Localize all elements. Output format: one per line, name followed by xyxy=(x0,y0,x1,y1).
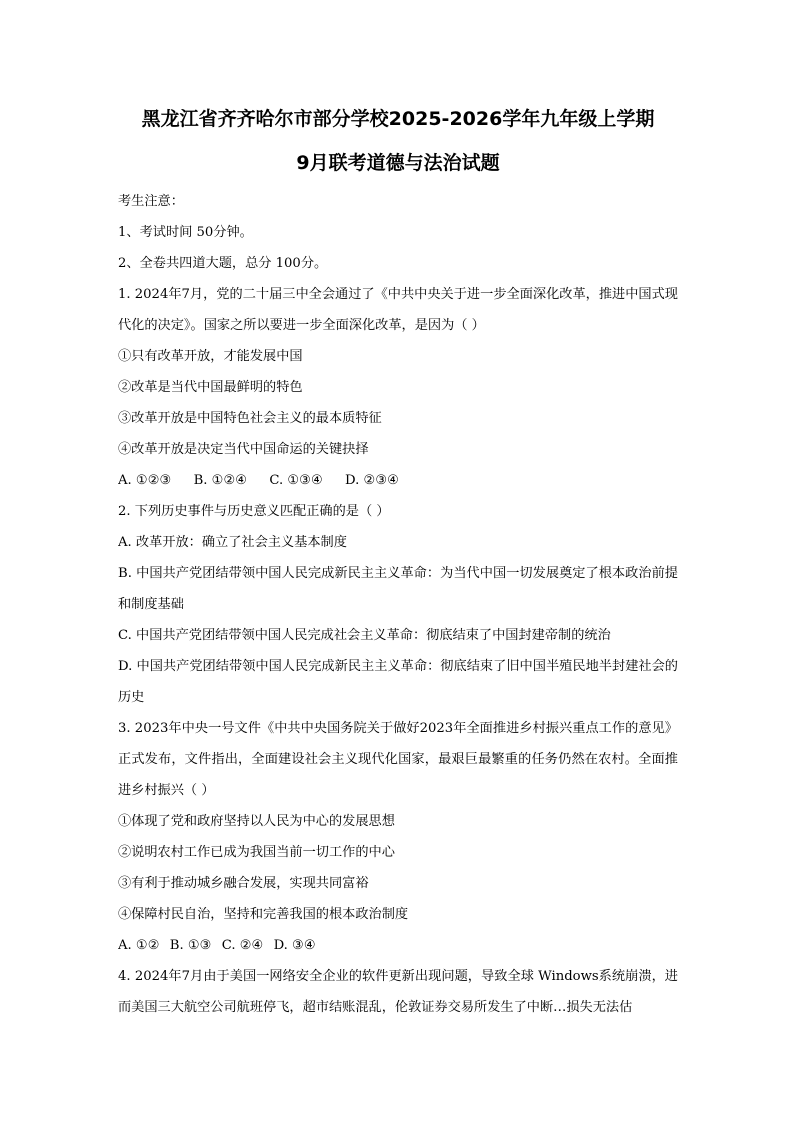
q3-option-a: A. ①② xyxy=(118,938,160,953)
q1-option-a: A. ①②③ xyxy=(118,473,172,488)
q3-options xyxy=(118,930,678,961)
q2-option-c: C. 中国共产党团结带领中国人民完成社会主义革命：彻底结束了中国封建帝制的统治 xyxy=(118,628,611,643)
notice-heading: 考生注意： xyxy=(118,194,184,209)
q1-option-d: D. ②③④ xyxy=(345,473,399,488)
document-body xyxy=(118,100,678,1023)
question-3-stem: 3. 2023年中央一号文件《中共中央国务院关于做好2023年全面推进乡村振兴重点工作的意见》正式发布，文件指出，全面建设社会主义现代化国家，最艰巨最繁重的任务仍然在农村。全面推进乡村振兴（ ） xyxy=(118,721,678,798)
q1-option-b: B. ①②④ xyxy=(193,473,248,488)
q3-option-d: D. ③④ xyxy=(273,938,316,953)
q2-option-a: A. 改革开放：确立了社会主义基本制度 xyxy=(118,535,347,550)
notice-item-1: 1、考试时间 50分钟。 xyxy=(118,225,253,240)
q3-statement-3: ③有利于推动城乡融合发展，实现共同富裕 xyxy=(118,876,369,891)
notice-item-2: 2、全卷共四道大题，总分 100分。 xyxy=(118,256,328,271)
q3-statement-4: ④保障村民自治，坚持和完善我国的根本政治制度 xyxy=(118,907,409,922)
q3-option-c: C. ②④ xyxy=(221,938,264,953)
q1-options xyxy=(118,465,678,496)
question-4-stem: 4. 2024年7月由于美国一网络安全企业的软件更新出现问题，导致全球 Windows系统崩溃，进而美国三大航空公司航班停飞，超市结账混乱，伦敦证券交易所发生了中断…损失无法估 xyxy=(118,969,678,1015)
q2-option-b: B. 中国共产党团结带领中国人民完成新民主主义革命：为当代中国一切发展奠定了根本政治前提和制度基础 xyxy=(118,566,678,612)
question-2-stem: 2. 下列历史事件与历史意义匹配正确的是（ ） xyxy=(118,504,390,519)
q1-option-c: C. ①③④ xyxy=(269,473,323,488)
q3-option-b: B. ①③ xyxy=(169,938,212,953)
q2-option-d: D. 中国共产党团结带领中国人民完成新民主主义革命：彻底结束了旧中国半殖民地半封建社会的历史 xyxy=(118,659,678,705)
q1-statement-2: ②改革是当代中国最鲜明的特色 xyxy=(118,380,303,395)
title-line-2: 9月联考道德与法治试题 xyxy=(296,152,500,174)
q3-statement-1: ①体现了党和政府坚持以人民为中心的发展思想 xyxy=(118,814,395,829)
question-1-stem: 1. 2024年7月，党的二十届三中全会通过了《中共中央关于进一步全面深化改革，推进中国式现代化的决定》。国家之所以要进一步全面深化改革，是因为（ ） xyxy=(118,287,678,333)
q1-statement-3: ③改革开放是中国特色社会主义的最本质特征 xyxy=(118,411,382,426)
q1-statement-1: ①只有改革开放，才能发展中国 xyxy=(118,349,303,364)
title-line-1: 黑龙江省齐齐哈尔市部分学校2025-2026学年九年级上学期 xyxy=(141,108,655,130)
q1-statement-4: ④改革开放是决定当代中国命运的关键抉择 xyxy=(118,442,369,457)
q3-statement-2: ②说明农村工作已成为我国当前一切工作的中心 xyxy=(118,845,395,860)
